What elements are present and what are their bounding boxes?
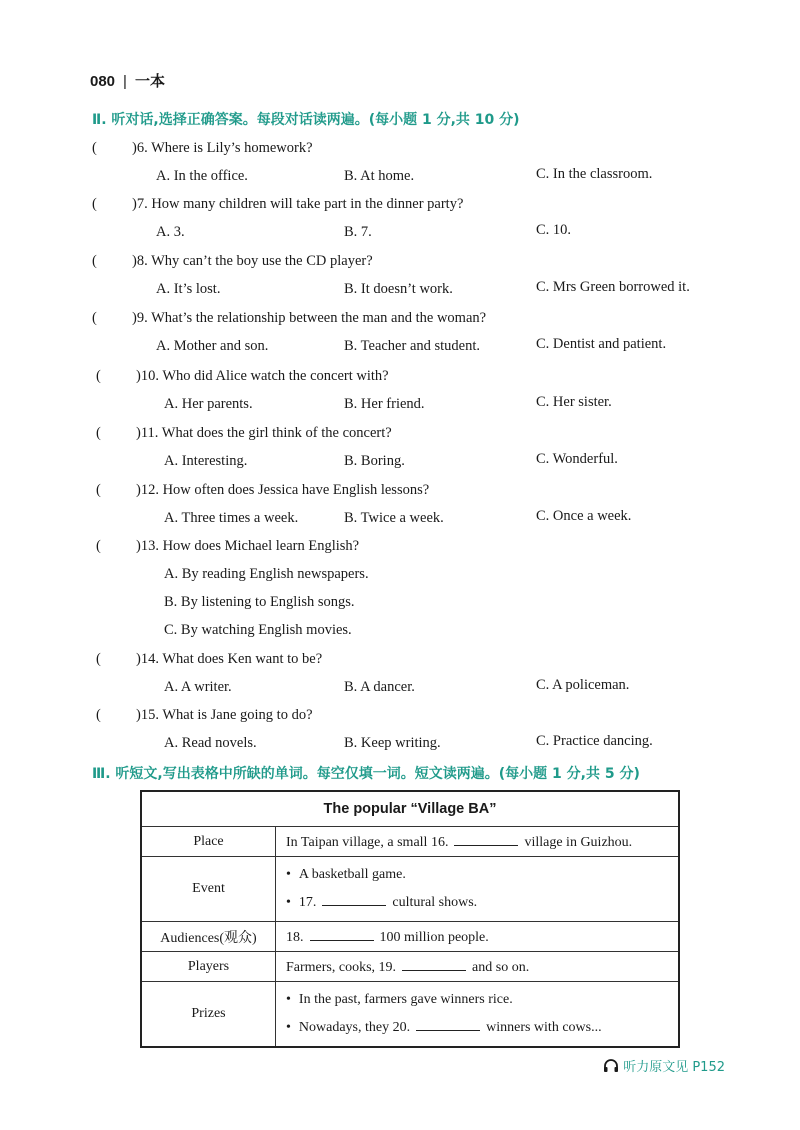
question-text: )10. Who did Alice watch the concert with? xyxy=(136,368,389,384)
question-14 xyxy=(96,651,322,668)
option-b: B. A dancer. xyxy=(344,679,415,695)
event-item-2 xyxy=(286,889,668,917)
answer-paren[interactable]: ( xyxy=(96,651,101,667)
prizes-2-text: Nowadays, they 20. xyxy=(298,1020,411,1035)
option-c: C. Wonderful. xyxy=(536,451,618,467)
option-c: C. Her sister. xyxy=(536,394,612,410)
option-b: B. By listening to English songs. xyxy=(164,594,355,610)
players-text-end: and so on. xyxy=(472,959,530,975)
audiences-cell xyxy=(276,922,680,952)
answer-blank-18[interactable] xyxy=(310,928,374,941)
question-6 xyxy=(92,140,313,157)
option-b: B. Keep writing. xyxy=(344,735,441,751)
answer-blank-19[interactable] xyxy=(402,958,466,971)
answer-paren[interactable]: ( xyxy=(96,368,101,384)
option-a: A. By reading English newspapers. xyxy=(164,566,369,582)
audiences-label: Audiences(观众) xyxy=(141,922,276,952)
answer-paren[interactable]: ( xyxy=(96,482,101,498)
section-3-title: Ⅲ. 听短文,写出表格中所缺的单词。每空仅填一词。短文读两遍。(每小题 1 分,共 5 分) xyxy=(92,766,640,782)
option-c: C. Once a week. xyxy=(536,508,632,524)
event-item-1: • A basketball game. xyxy=(286,861,668,889)
prizes-cell xyxy=(276,982,680,1048)
place-text: In Taipan village, a small 16. xyxy=(286,834,449,850)
option-c: C. Dentist and patient. xyxy=(536,336,667,352)
answer-blank-16[interactable] xyxy=(454,833,518,846)
answer-paren[interactable]: ( xyxy=(92,140,97,156)
question-12 xyxy=(96,482,429,499)
prizes-item-1: • In the past, farmers gave winners rice. xyxy=(286,986,668,1014)
option-a: A. Mother and son. xyxy=(156,338,269,354)
prizes-item-2 xyxy=(286,1014,668,1042)
page-number: 080 xyxy=(90,73,116,90)
option-b: B. 7. xyxy=(344,224,372,240)
answer-paren[interactable]: ( xyxy=(92,253,97,269)
option-c: C. 10. xyxy=(536,222,572,238)
page-header xyxy=(90,70,165,91)
answer-paren[interactable]: ( xyxy=(96,538,101,554)
answer-paren[interactable]: ( xyxy=(92,196,97,212)
table-heading: The popular “Village BA” xyxy=(141,791,679,827)
question-8 xyxy=(92,253,373,270)
question-9 xyxy=(92,310,486,327)
option-b: B. Twice a week. xyxy=(344,510,444,526)
players-label: Players xyxy=(141,952,276,982)
section-2-title: Ⅱ. 听对话,选择正确答案。每段对话读两遍。(每小题 1 分,共 10 分) xyxy=(92,112,520,128)
answer-paren[interactable]: ( xyxy=(96,425,101,441)
event-label: Event xyxy=(141,857,276,922)
place-cell xyxy=(276,827,680,857)
players-cell xyxy=(276,952,680,982)
prizes-label: Prizes xyxy=(141,982,276,1048)
headphones-icon xyxy=(603,1059,619,1077)
option-a: A. 3. xyxy=(156,224,185,240)
option-a: A. Read novels. xyxy=(164,735,257,751)
question-15 xyxy=(96,707,313,724)
footer-text: 听力原文见 P152 xyxy=(623,1060,725,1075)
question-text: )8. Why can’t the boy use the CD player? xyxy=(132,253,373,269)
option-b: B. It doesn’t work. xyxy=(344,281,453,297)
option-a: A. Three times a week. xyxy=(164,510,299,526)
option-a: A. Interesting. xyxy=(164,453,248,469)
answer-blank-17[interactable] xyxy=(322,893,386,906)
header-separator: | xyxy=(123,73,127,90)
question-text: )6. Where is Lily’s homework? xyxy=(132,140,313,156)
question-text: )13. How does Michael learn English? xyxy=(136,538,360,554)
village-ba-table xyxy=(140,790,680,1048)
option-b: B. Boring. xyxy=(344,453,405,469)
event-2-text: cultural shows. xyxy=(392,895,478,910)
question-13 xyxy=(96,538,359,555)
question-text: )12. How often does Jessica have English lessons? xyxy=(136,482,430,498)
option-a: A. Her parents. xyxy=(164,396,253,412)
brand-logo: 一本 xyxy=(134,73,165,90)
event-cell xyxy=(276,857,680,922)
question-text: )14. What does Ken want to be? xyxy=(136,651,323,667)
answer-blank-20[interactable] xyxy=(416,1018,480,1031)
option-c: C. Practice dancing. xyxy=(536,733,653,749)
option-c: C. Mrs Green borrowed it. xyxy=(536,279,690,295)
option-b: B. Teacher and student. xyxy=(344,338,481,354)
question-11 xyxy=(96,425,392,442)
question-text: )7. How many children will take part in the dinner party? xyxy=(132,196,464,212)
option-c: C. By watching English movies. xyxy=(164,622,352,638)
option-a: A. In the office. xyxy=(156,168,248,184)
audiences-num: 18. xyxy=(286,929,304,945)
option-c: C. In the classroom. xyxy=(536,166,653,182)
option-b: B. At home. xyxy=(344,168,415,184)
footer-note xyxy=(603,1056,725,1077)
place-text-end: village in Guizhou. xyxy=(524,834,633,850)
answer-paren[interactable]: ( xyxy=(96,707,101,723)
event-2-num: 17. xyxy=(298,895,317,910)
question-10 xyxy=(96,368,389,385)
players-text: Farmers, cooks, 19. xyxy=(286,959,397,975)
answer-paren[interactable]: ( xyxy=(92,310,97,326)
audiences-text: 100 million people. xyxy=(379,929,489,945)
question-text: )15. What is Jane going to do? xyxy=(136,707,313,723)
question-7 xyxy=(92,196,463,213)
question-text: )9. What’s the relationship between the man and the woman? xyxy=(132,310,487,326)
option-a: A. It’s lost. xyxy=(156,281,221,297)
prizes-2-text-end: winners with cows... xyxy=(486,1020,602,1035)
question-text: )11. What does the girl think of the concert? xyxy=(136,425,392,441)
place-label: Place xyxy=(141,827,276,857)
option-c: C. A policeman. xyxy=(536,677,630,693)
option-a: A. A writer. xyxy=(164,679,232,695)
option-b: B. Her friend. xyxy=(344,396,425,412)
